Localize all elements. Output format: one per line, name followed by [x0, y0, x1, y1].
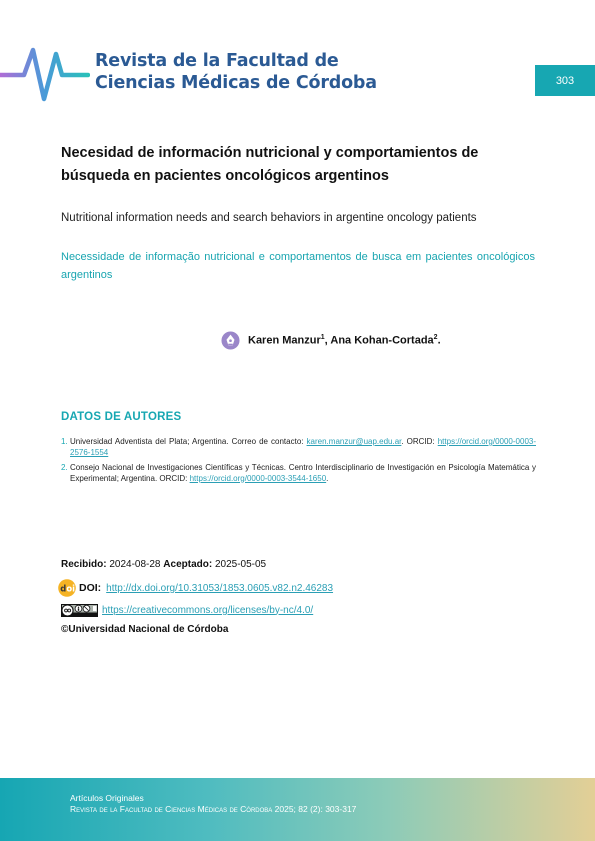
affiliations-list	[61, 437, 536, 489]
author-name: Ana Kohan-Cortada	[330, 334, 434, 347]
contact-email-link[interactable]: karen.manzur@uap.edu.ar	[306, 437, 402, 446]
article-metadata	[61, 559, 536, 635]
doi-icon	[58, 579, 76, 597]
affiliation-end: .	[326, 473, 329, 483]
article-title-spanish: Necesidad de información nutricional y comportamientos de búsqueda en pacientes oncológicos argentinos	[61, 145, 479, 184]
author-list-end: .	[437, 334, 441, 347]
journal-logo-icon	[0, 44, 90, 106]
doi-row	[58, 579, 536, 597]
received-date: 2024-08-28	[109, 559, 161, 570]
affiliation-item	[61, 463, 536, 484]
affiliation-institution: Universidad Adventista del Plata; Argentina. Correo de contacto:	[70, 437, 307, 446]
doi-label: DOI:	[79, 582, 102, 594]
affiliation-number: 1.	[61, 437, 68, 446]
footer-section-label: Artículos Originales	[70, 793, 144, 803]
article-title-english: Nutritional information needs and search behaviors in argentine oncology patients	[61, 212, 477, 224]
author-affiliation-number: 2	[433, 334, 438, 342]
footer-citation: Revista de la Facultad de Ciencias Médicas de Córdoba 2025; 82 (2): 303-317	[70, 804, 357, 814]
affiliation-text	[70, 437, 536, 458]
orcid-link[interactable]: https://orcid.org/0000-0003-3544-1650	[189, 473, 327, 483]
doi-link[interactable]: http://dx.doi.org/10.31053/1853.0605.v82.n2.46283	[106, 582, 334, 594]
license-row	[61, 601, 536, 619]
affiliation-item	[61, 437, 536, 458]
authors-row	[221, 331, 441, 350]
creative-commons-license-icon	[61, 604, 98, 617]
journal-name-line2: Ciencias Médicas de Córdoba	[95, 73, 377, 93]
svg-text:oi: oi	[66, 583, 76, 594]
author-affiliation-number: 1	[320, 334, 325, 342]
copyright-notice: ©Universidad Nacional de Córdoba	[61, 624, 229, 635]
footer-text	[70, 793, 356, 815]
accepted-date: 2025-05-05	[214, 559, 267, 570]
journal-name	[95, 50, 377, 94]
author-name: Karen Manzur	[248, 334, 321, 347]
journal-name-line1: Revista de la Facultad de	[95, 51, 339, 71]
accepted-label: Aceptado:	[163, 559, 213, 570]
pen-icon	[221, 331, 240, 350]
affiliation-institution: Consejo Nacional de Investigaciones Científicas y Técnicas. Centro Interdisciplinario de Investigación en Psicología Matemática y Experimental; Argentina. ORCID:	[70, 463, 536, 483]
svg-text:d: d	[60, 583, 67, 594]
license-link[interactable]: https://creativecommons.org/licenses/by-nc/4.0/	[102, 604, 314, 616]
author-list	[248, 334, 441, 347]
author-separator: ,	[324, 334, 331, 347]
dates-line	[61, 559, 536, 575]
page-footer	[0, 778, 595, 841]
article-title-portuguese: Necessidade de informação nutricional e comportamentos de busca em pacientes oncológicos argentinos	[61, 251, 535, 281]
affiliation-number: 2.	[61, 463, 68, 472]
page-number-badge: 303	[535, 65, 595, 96]
orcid-link[interactable]: https://orcid.org/0000-0003-2576-1554	[70, 437, 536, 457]
page-header	[0, 0, 595, 110]
orcid-label: . ORCID:	[401, 437, 438, 446]
received-label: Recibido:	[61, 559, 107, 570]
affiliation-text	[70, 463, 536, 484]
authors-data-heading: DATOS DE AUTORES	[61, 411, 182, 423]
